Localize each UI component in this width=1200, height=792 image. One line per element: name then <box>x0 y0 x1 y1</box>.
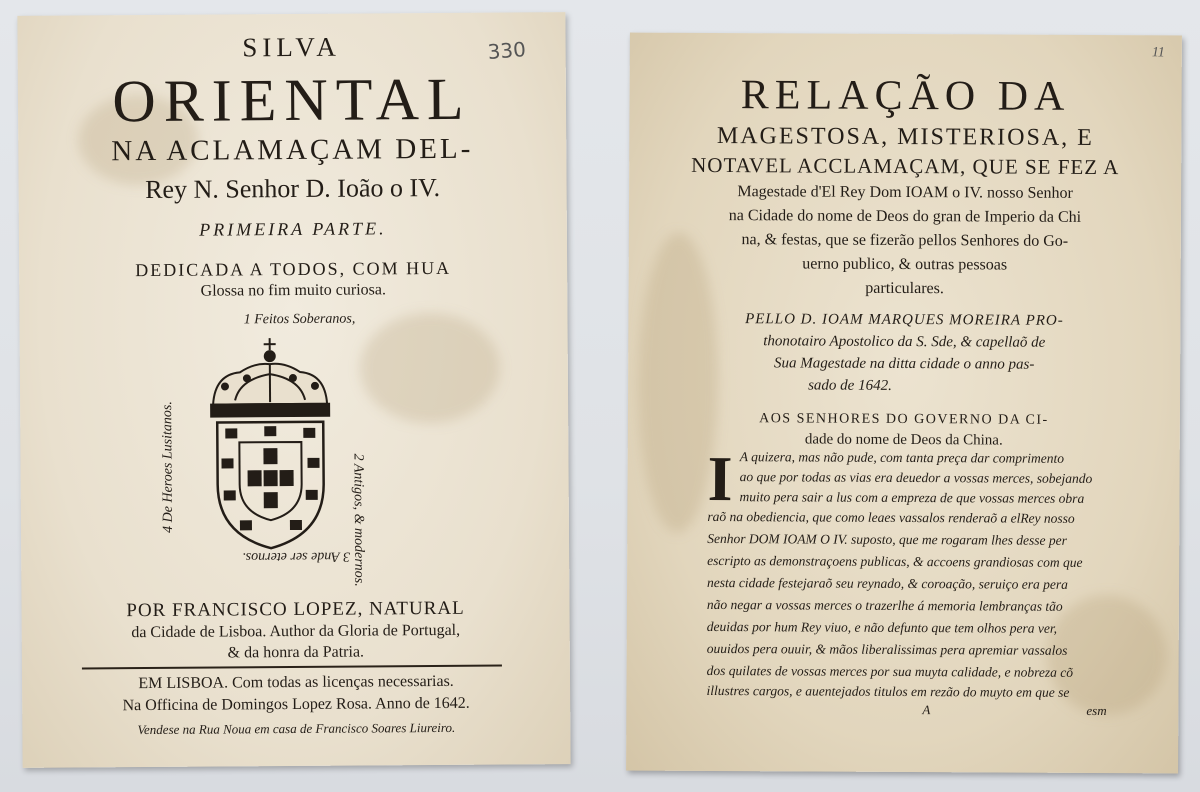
crest-label-bottom: 3 Ande ser eternos. <box>242 548 351 565</box>
title-line-2: MAGESTOSA, MISTERIOSA, E <box>716 123 1094 151</box>
title-line-7: uerno publico, & outras pessoas <box>802 255 1008 274</box>
title-line-1: NA ACLAMAÇAM DEL- <box>111 132 474 168</box>
author-line-4: sado de 1642. <box>808 377 892 394</box>
crest-label-left: 4 De Heroes Lusitanos. <box>160 401 176 533</box>
crest-label-top: 1 Feitos Soberanos, <box>243 311 356 328</box>
imprint-line-2: Na Officina de Domingos Lopez Rosa. Anno de 1642. <box>122 694 470 715</box>
body-line: escripto as demonstraçoens publicas, & accoens grandiosas com que <box>707 552 1083 570</box>
author-line-1: PELLO D. IOAM MARQUES MOREIRA PRO- <box>745 311 1064 329</box>
title-line-8: particulares. <box>865 279 944 298</box>
body-line: muito pera sair a lus com a empreza de que vossas merces obra <box>739 489 1085 506</box>
body-line: illustres cargos, e auentejados titulos em rezão do muyto em que se <box>706 682 1070 700</box>
crest-label-right: 2 Antigos, & modernos. <box>350 453 367 587</box>
catchword: esm <box>1086 702 1107 719</box>
body-line: ouuidos pera ouuir, & mãos liberalissimas pera apremiar vassalos <box>706 640 1068 658</box>
title-top: SILVA <box>242 31 341 63</box>
body-line: A quizera, mas não pude, com tanta preça dar comprimento <box>739 449 1065 466</box>
author-line-2: thonotairo Apostolico da S. Sde, & capellaõ de <box>763 333 1046 351</box>
body-line: raõ na obediencia, que como leaes vassalos renderaõ a elRey nosso <box>707 508 1075 526</box>
body-line: não negar a vossas merces o trazerlhe á memoria lembranças tão <box>706 596 1063 614</box>
imprint-line-3: Vendese na Rua Noua em casa de Francisco Soares Liureiro. <box>137 719 456 738</box>
body-line: deuidas por hum Rey viuo, e não defunto que tem olhos pera ver, <box>706 618 1058 636</box>
title-line-2: Rey N. Senhor D. Ioão o IV. <box>145 172 441 205</box>
author-line-3: & da honra da Patria. <box>227 643 365 662</box>
title-line-1: RELAÇÃO DA <box>740 72 1071 120</box>
body-line: nesta cidade festejaraõ seu reynado, & coroação, seruiço era pera <box>707 574 1068 592</box>
title-line-6: na, & festas, que se fizerão pellos Senhores do Go- <box>741 231 1069 250</box>
author-line-3: Sua Magestade na ditta cidade o anno pas- <box>773 355 1035 373</box>
title-line-3: NOTAVEL ACCLAMAÇAM, QUE SE FEZ A <box>691 152 1120 180</box>
right-text-page <box>626 33 1182 774</box>
part-heading: PRIMEIRA PARTE. <box>199 218 387 240</box>
drop-cap: I <box>707 442 733 515</box>
title-line-5: na Cidade do nome de Deos do gran de Imperio da Chi <box>728 207 1082 226</box>
title-main: ORIENTAL <box>112 65 472 135</box>
royal-coat-of-arms-icon <box>195 334 347 555</box>
paper-stain <box>359 313 500 424</box>
dedication-line-1: AOS SENHORES DO GOVERNO DA CI- <box>759 411 1049 428</box>
author-line-1: POR FRANCISCO LOPEZ, NATURAL <box>126 597 465 622</box>
body-line: ao que por todas as vias era deuedor a vossas merces, sobejando <box>739 469 1093 486</box>
divider <box>82 665 502 670</box>
handwritten-number: 330 <box>486 37 527 64</box>
handwritten-page-number: 11 <box>1151 45 1165 61</box>
author-line-2: da Cidade de Lisboa. Author da Gloria de Portugal, <box>131 621 461 642</box>
dedication-line-2: dade do nome de Deos da China. <box>804 431 1003 449</box>
title-line-4: Magestade d'El Rey Dom IOAM o IV. nosso Senhor <box>737 183 1073 202</box>
left-title-page <box>17 12 570 768</box>
dedication-line-1: DEDICADA A TODOS, COM HUA <box>135 257 452 281</box>
signature-mark: A <box>922 702 931 718</box>
imprint-line-1: EM LISBOA. Com todas as licenças necessarias. <box>138 672 454 693</box>
body-line: dos quilates de vossas merces por sua muyta calidade, e nobreza cõ <box>706 662 1074 680</box>
body-line: Senhor DOM IOAM O IV. suposto, que me rogaram lhes desse per <box>707 530 1067 548</box>
dedication-line-2: Glossa no fim muito curiosa. <box>200 281 387 300</box>
